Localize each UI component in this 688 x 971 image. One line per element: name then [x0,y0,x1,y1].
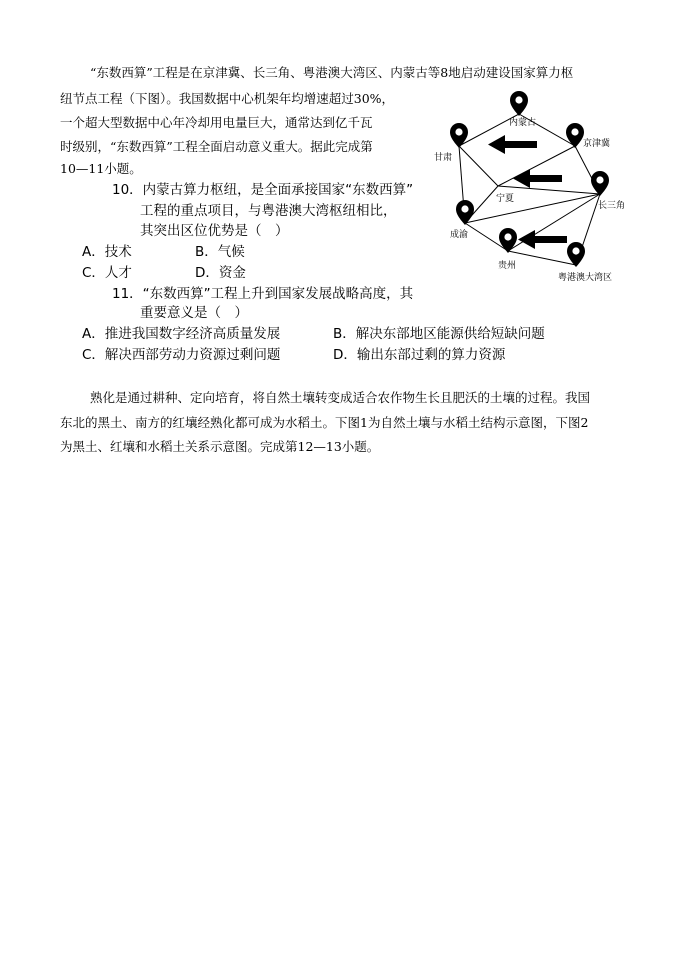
passage2-line-3: 为黑土、红壤和水稻土关系示意图。完成第12—13小题。 [60,439,380,454]
q11-option-b[interactable]: B．解决东部地区能源供给短缺问题 [333,326,545,342]
pin-jingjinji [566,123,584,148]
label-yuegangao: 粤港澳大湾区 [558,273,613,283]
arrow-upper [488,135,537,154]
label-chengyu: 成渝 [450,230,469,240]
pin-changsanjiao [591,171,609,196]
label-guizhou: 贵州 [498,261,517,271]
q10-stem-2: 工程的重点项目，与粤港澳大湾枢纽相比， [140,203,397,219]
intro-line-2: 纽节点工程（下图）。我国数据中心机架年均增速超过30%， [60,91,395,106]
pin-guizhou [499,228,517,253]
intro-line-3: 一个超大型数据中心年冷却用电量巨大，通常达到亿千瓦 [60,115,373,130]
label-gansu: 甘肃 [434,153,453,163]
q11-option-a[interactable]: A．推进我国数字经济高质量发展 [82,326,281,342]
label-neimenggu: 内蒙古 [509,118,537,128]
intro-line-4: 时级别，“东数西算”工程全面启动意义重大。据此完成第 [60,139,373,154]
hub-network-svg [430,88,650,288]
label-changsanjiao: 长三角 [598,201,626,211]
flow-arrows [488,135,567,249]
pin-neimenggu [510,91,528,116]
passage2-line-1: 熟化是通过耕种、定向培育，将自然土壤转变成适合农作物生长且肥沃的土壤的过程。我国 [90,390,591,405]
arrow-middle [513,169,562,188]
computing-hub-diagram [430,88,650,288]
passage2-line-2: 东北的黑土、南方的红壤经熟化都可成为水稻土。下图1为自然土壤与水稻土结构示意图，下图2 [60,415,589,430]
intro-line-5: 10—11小题。 [60,161,142,176]
q10-option-b[interactable]: B．气候 [195,244,245,260]
q10-stem-3: 其突出区位优势是（ ） [140,223,289,239]
label-ningxia: 宁夏 [496,194,515,204]
q11-stem-1: 11．“东数西算”工程上升到国家发展战略高度，其 [112,286,414,302]
arrow-lower [518,230,567,249]
intro-line-1: “东数西算”工程是在京津冀、长三角、粤港澳大湾区、内蒙古等8地启动建设国家算力枢 [90,65,574,80]
q10-stem-1: 10．内蒙古算力枢纽，是全面承接国家“东数西算” [112,182,414,198]
q11-option-d[interactable]: D．输出东部过剩的算力资源 [333,347,506,363]
q10-option-a[interactable]: A．技术 [82,244,132,260]
q10-option-c[interactable]: C．人才 [82,265,132,281]
pin-gansu [450,123,468,148]
q11-option-c[interactable]: C．解决西部劳动力资源过剩问题 [82,347,281,363]
q11-stem-2: 重要意义是（ ） [140,305,248,321]
label-jingjinji: 京津冀 [583,139,611,149]
q10-option-d[interactable]: D．资金 [195,265,246,281]
